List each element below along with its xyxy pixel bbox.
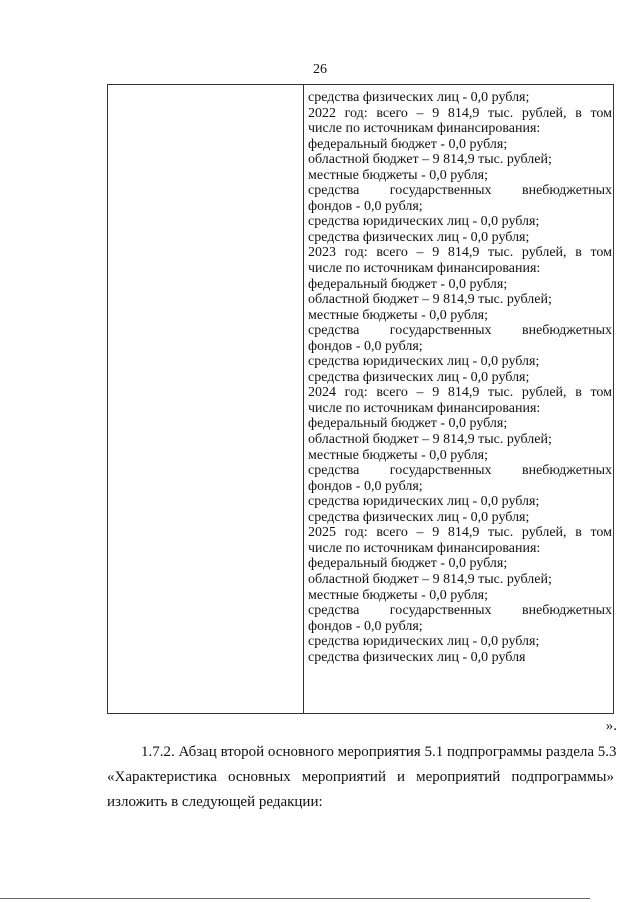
paragraph-line: «Характеристика основных мероприятий и мероприятий подпрограммы» — [107, 769, 614, 785]
page-number: 26 — [313, 62, 327, 77]
funding-line: 2023 год: всего – 9 814,9 тыс. рублей, в том — [308, 245, 612, 261]
funding-line: местные бюджеты - 0,0 рубля; — [308, 167, 488, 183]
funding-line: 2024 год: всего – 9 814,9 тыс. рублей, в том — [308, 385, 612, 401]
funding-line: средства юридических лиц - 0,0 рубля; — [308, 494, 540, 510]
funding-line: федеральный бюджет - 0,0 рубля; — [308, 276, 508, 292]
funding-line: средства юридических лиц - 0,0 рубля; — [308, 634, 540, 650]
funding-line: средства государственных внебюджетных — [308, 463, 612, 479]
funding-line: числе по источникам финансирования: — [308, 121, 541, 137]
funding-line: областной бюджет – 9 814,9 тыс. рублей; — [308, 432, 552, 448]
funding-line: средства физических лиц - 0,0 рубля — [308, 649, 526, 665]
funding-line: областной бюджет – 9 814,9 тыс. рублей; — [308, 152, 552, 168]
funding-line: средства государственных внебюджетных — [308, 323, 612, 339]
footer-rule — [0, 898, 590, 899]
funding-line: 2025 год: всего – 9 814,9 тыс. рублей, в том — [308, 525, 612, 541]
funding-line: средства физических лиц - 0,0 рубля; — [308, 509, 530, 525]
funding-line: федеральный бюджет - 0,0 рубля; — [308, 556, 508, 572]
funding-line: федеральный бюджет - 0,0 рубля; — [308, 136, 508, 152]
table-column-divider — [303, 84, 304, 714]
funding-line: областной бюджет – 9 814,9 тыс. рублей; — [308, 571, 552, 587]
funding-line: местные бюджеты - 0,0 рубля; — [308, 447, 488, 463]
funding-line: средства государственных внебюджетных — [308, 183, 612, 199]
funding-line: 2022 год: всего – 9 814,9 тыс. рублей, в том — [308, 105, 612, 121]
funding-line: фондов - 0,0 рубля; — [308, 338, 423, 354]
funding-line: числе по источникам финансирования: — [308, 261, 541, 277]
funding-line: средства юридических лиц - 0,0 рубля; — [308, 214, 540, 230]
funding-line: областной бюджет – 9 814,9 тыс. рублей; — [308, 292, 552, 308]
funding-line: средства физических лиц - 0,0 рубля; — [308, 90, 530, 105]
funding-line: числе по источникам финансирования: — [308, 540, 541, 556]
funding-line: местные бюджеты - 0,0 рубля; — [308, 307, 488, 323]
funding-line: фондов - 0,0 рубля; — [308, 478, 423, 494]
paragraph-line: изложить в следующей редакции: — [107, 794, 323, 810]
paragraph-line: 1.7.2. Абзац второй основного мероприятия 5.1 подпрограммы раздела 5.3 — [141, 744, 617, 760]
funding-line: федеральный бюджет - 0,0 рубля; — [308, 416, 508, 432]
closing-quote: ». — [605, 718, 617, 734]
funding-line: числе по источникам финансирования: — [308, 400, 541, 416]
funding-line: фондов - 0,0 рубля; — [308, 198, 423, 214]
funding-line: средства юридических лиц - 0,0 рубля; — [308, 354, 540, 370]
amendment-paragraph — [107, 740, 617, 815]
funding-line: местные бюджеты - 0,0 рубля; — [308, 587, 488, 603]
funding-sources-cell — [308, 90, 612, 665]
funding-line: фондов - 0,0 рубля; — [308, 618, 423, 634]
funding-line: средства государственных внебюджетных — [308, 603, 612, 619]
funding-line: средства физических лиц - 0,0 рубля; — [308, 369, 530, 385]
funding-line: средства физических лиц - 0,0 рубля; — [308, 229, 530, 245]
